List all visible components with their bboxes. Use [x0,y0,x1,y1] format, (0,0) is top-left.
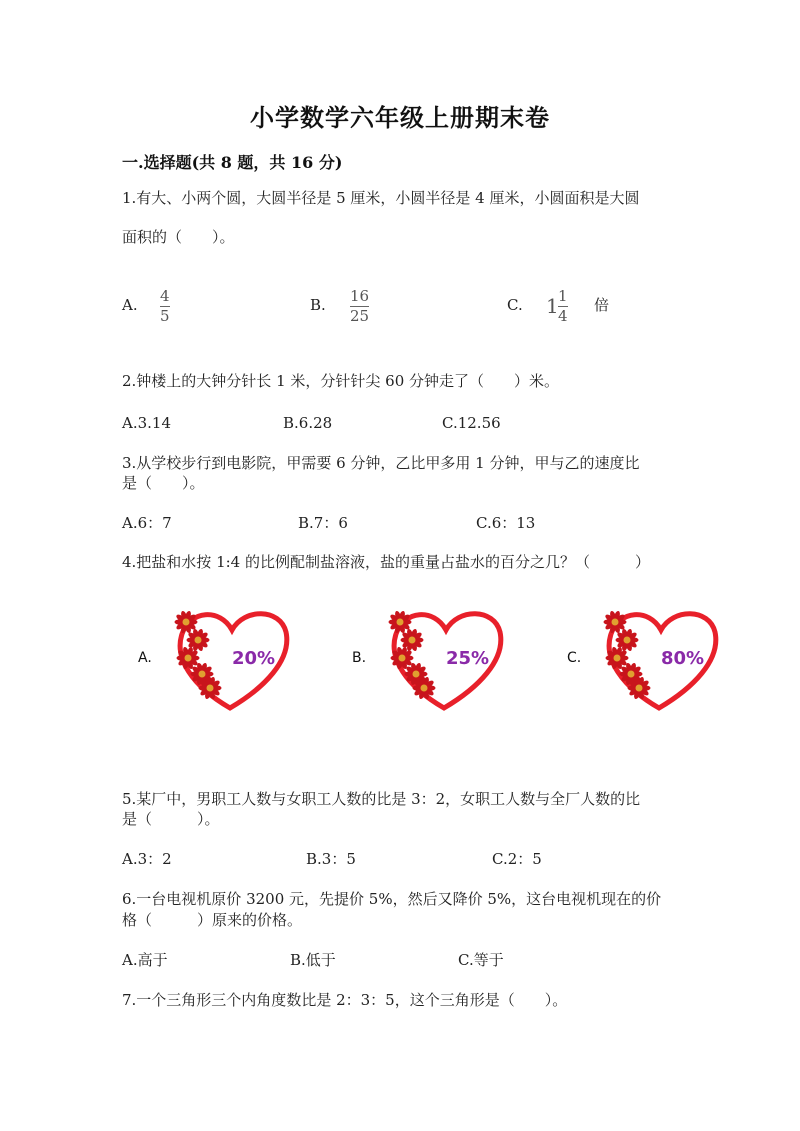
q4-option-a [138,598,298,718]
fraction-denominator: 25 [350,307,370,325]
question-3-line-2: 是（ ）。 [122,474,205,492]
q3-option-c: C.6：13 [476,514,536,532]
q6-option-c: C.等于 [458,951,504,969]
q4-option-label: C. [567,650,582,666]
q3-option-b: B.7：6 [298,514,348,532]
q1-option-a-fraction [160,288,170,325]
q6-option-b: B.低于 [290,951,336,969]
q5-option-b: B.3：5 [306,850,356,868]
q4-option-value: 25% [446,648,490,669]
q4-option-label: A. [138,650,152,666]
question-6-line-1: 6.一台电视机原价 3200 元，先提价 5%，然后又降价 5%，这台电视机现在的价 [122,890,662,908]
q4-option-value: 80% [661,648,705,669]
question-3-line-1: 3.从学校步行到电影院，甲需要 6 分钟，乙比甲多用 1 分钟，甲与乙的速度比 [122,454,640,472]
heart-frame-icon [581,598,731,718]
heart-frame-icon [152,598,302,718]
q6-option-a: A.高于 [122,951,168,969]
question-5-line-2: 是（ ）。 [122,810,220,828]
q4-option-b [352,598,512,718]
q3-option-a: A.6：7 [122,514,172,532]
q5-option-a: A.3：2 [122,850,172,868]
section-heading: 一.选择题(共 8 题，共 16 分) [122,153,343,172]
fraction-numerator: 4 [160,287,170,305]
q2-option-b: B.6.28 [283,414,333,432]
question-6-line-2: 格（ ）原来的价格。 [122,911,303,929]
question-5-line-1: 5.某厂中，男职工人数与女职工人数的比是 3：2，女职工人数与全厂人数的比 [122,790,641,808]
question-2-line-1: 2.钟楼上的大钟分针长 1 米，分针针尖 60 分钟走了（ ）米。 [122,372,560,390]
fraction-denominator: 5 [160,307,170,325]
page-title: 小学数学六年级上册期末卷 [250,103,550,132]
q2-option-a: A.3.14 [122,414,171,432]
fraction-numerator: 16 [350,287,370,305]
q1-option-a-label: A. [122,296,138,314]
q5-option-c: C.2：5 [492,850,542,868]
q4-option-c [567,598,727,718]
heart-frame-icon [366,598,516,718]
q1-option-b-label: B. [310,296,326,314]
q1-option-c-fraction [558,288,568,325]
question-4-line-1: 4.把盐和水按 1:4 的比例配制盐溶液，盐的重量占盐水的百分之几？（ ） [122,553,650,571]
question-1-line-1: 1.有大、小两个圆，大圆半径是 5 厘米，小圆半径是 4 厘米，小圆面积是大圆 [122,189,640,207]
question-1-line-2: 面积的（ ）。 [122,228,235,246]
fraction-denominator: 4 [558,307,568,325]
q1-option-c-label: C. [507,296,523,314]
q1-option-c-suffix: 倍 [594,296,610,314]
q1-option-c-whole: 1 [546,294,559,318]
question-7-line-1: 7.一个三角形三个内角度数比是 2：3：5，这个三角形是（ ）。 [122,991,568,1009]
q1-option-b-fraction [350,288,369,325]
q4-option-value: 20% [232,648,276,669]
fraction-numerator: 1 [558,287,568,305]
q4-option-label: B. [352,650,367,666]
q2-option-c: C.12.56 [442,414,501,432]
